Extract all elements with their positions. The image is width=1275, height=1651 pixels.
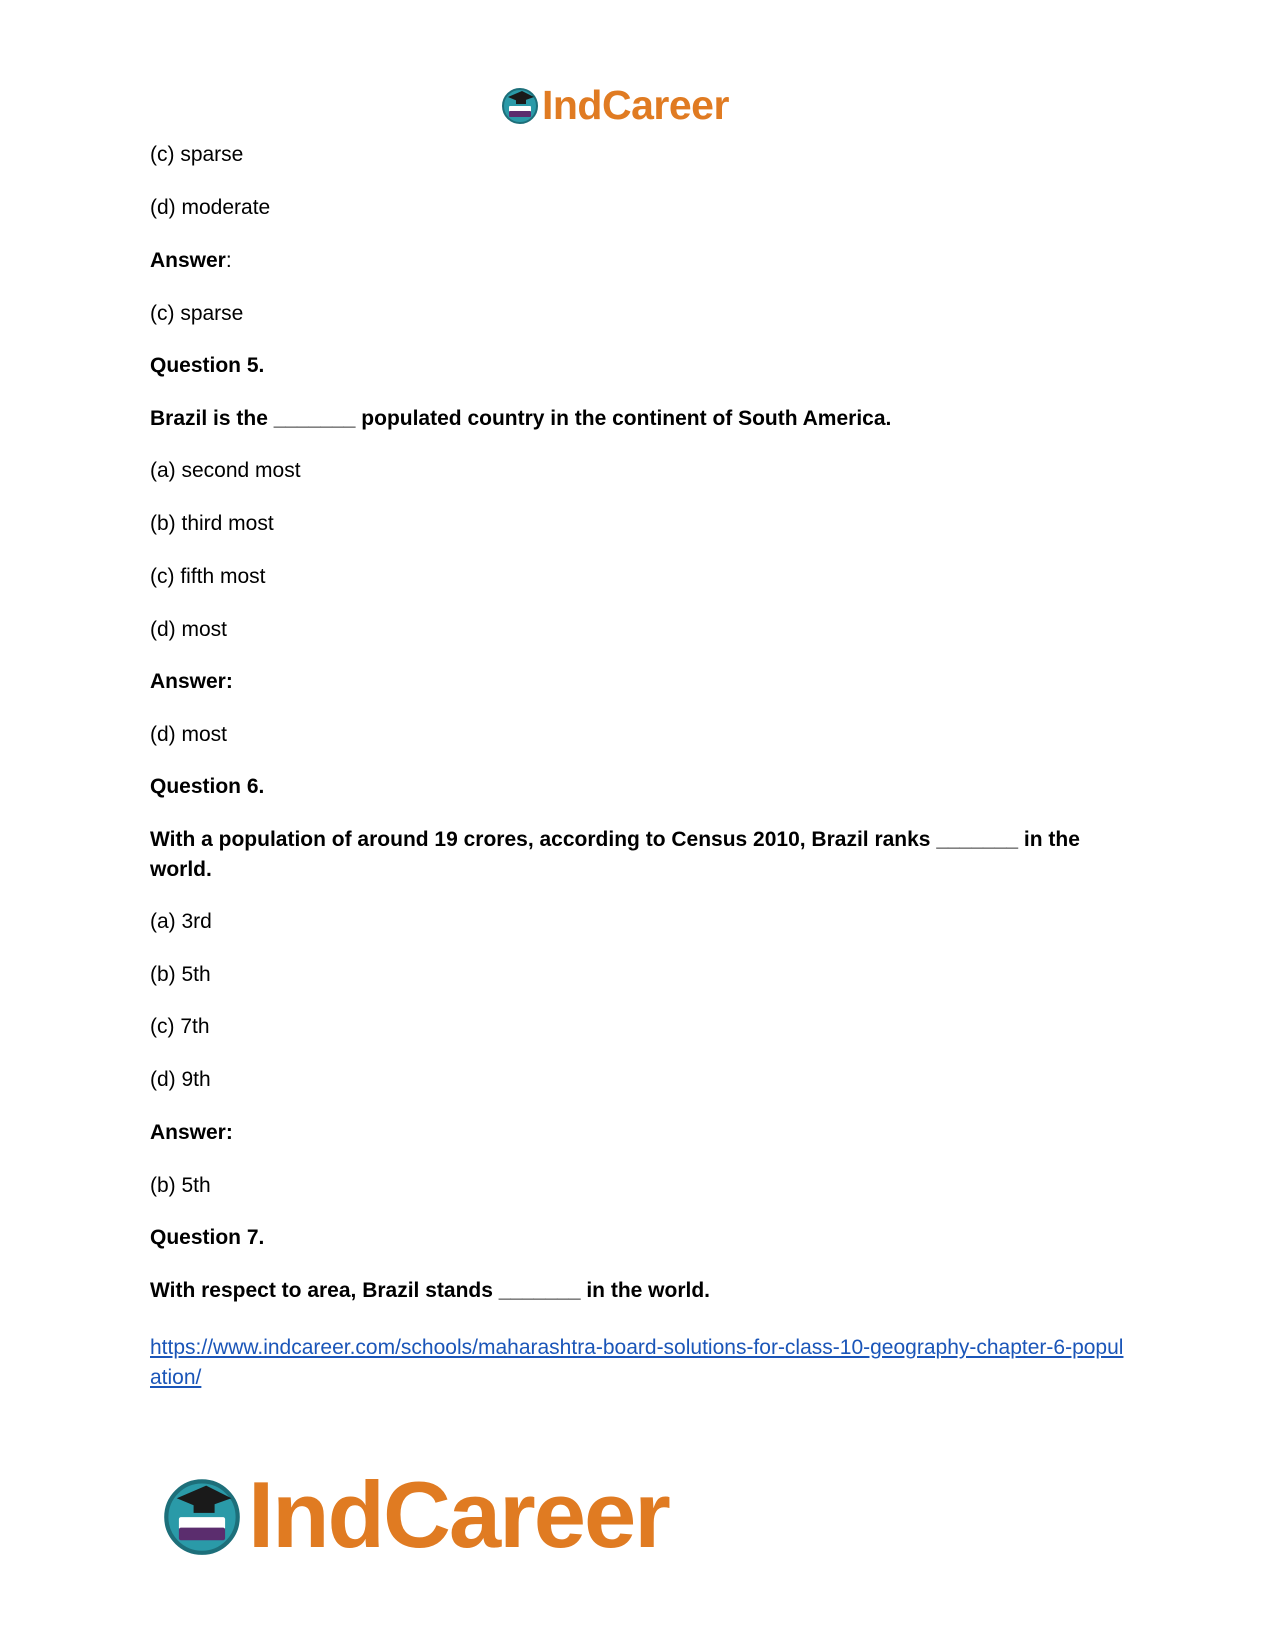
header-logo-text: IndCareer xyxy=(542,81,729,128)
option-c: (c) fifth most xyxy=(150,565,266,588)
answer-label-text: Answer xyxy=(150,249,226,272)
globe-book-icon xyxy=(160,1473,244,1557)
question-heading: Question 7. xyxy=(150,1226,265,1249)
answer-value: (c) sparse xyxy=(150,302,244,325)
answer-value: (b) 5th xyxy=(150,1174,211,1197)
option-d: (d) 9th xyxy=(150,1068,211,1091)
source-link[interactable]: https://www.indcareer.com/schools/maharashtra-board-solutions-for-class-10-geography-chapter-6-population/ xyxy=(150,1336,1124,1389)
option-c: (c) 7th xyxy=(150,1015,210,1038)
question-heading: Question 5. xyxy=(150,354,265,377)
answer-label-colon: : xyxy=(225,249,232,272)
answer-label: Answer: xyxy=(150,1121,233,1144)
question-text: With a population of around 19 crores, according to Census 2010, Brazil ranks _______ in the world. xyxy=(150,828,1080,881)
answer-label xyxy=(150,246,232,276)
option-c: (c) sparse xyxy=(150,143,244,166)
question-text: Brazil is the _______ populated country in the continent of South America. xyxy=(150,407,892,430)
globe-book-icon xyxy=(500,85,540,125)
footer-logo xyxy=(160,1462,700,1567)
question-text: With respect to area, Brazil stands _______ in the world. xyxy=(150,1279,710,1302)
answer-value: (d) most xyxy=(150,723,228,746)
option-a: (a) 3rd xyxy=(150,910,212,933)
option-a: (a) second most xyxy=(150,459,301,482)
option-d: (d) most xyxy=(150,618,228,641)
option-b: (b) 5th xyxy=(150,963,211,986)
question-heading: Question 6. xyxy=(150,775,265,798)
option-d: (d) moderate xyxy=(150,196,271,219)
footer-logo-text: IndCareer xyxy=(248,1462,669,1567)
answer-label: Answer: xyxy=(150,670,233,693)
option-b: (b) third most xyxy=(150,512,274,535)
header-logo xyxy=(500,80,790,130)
